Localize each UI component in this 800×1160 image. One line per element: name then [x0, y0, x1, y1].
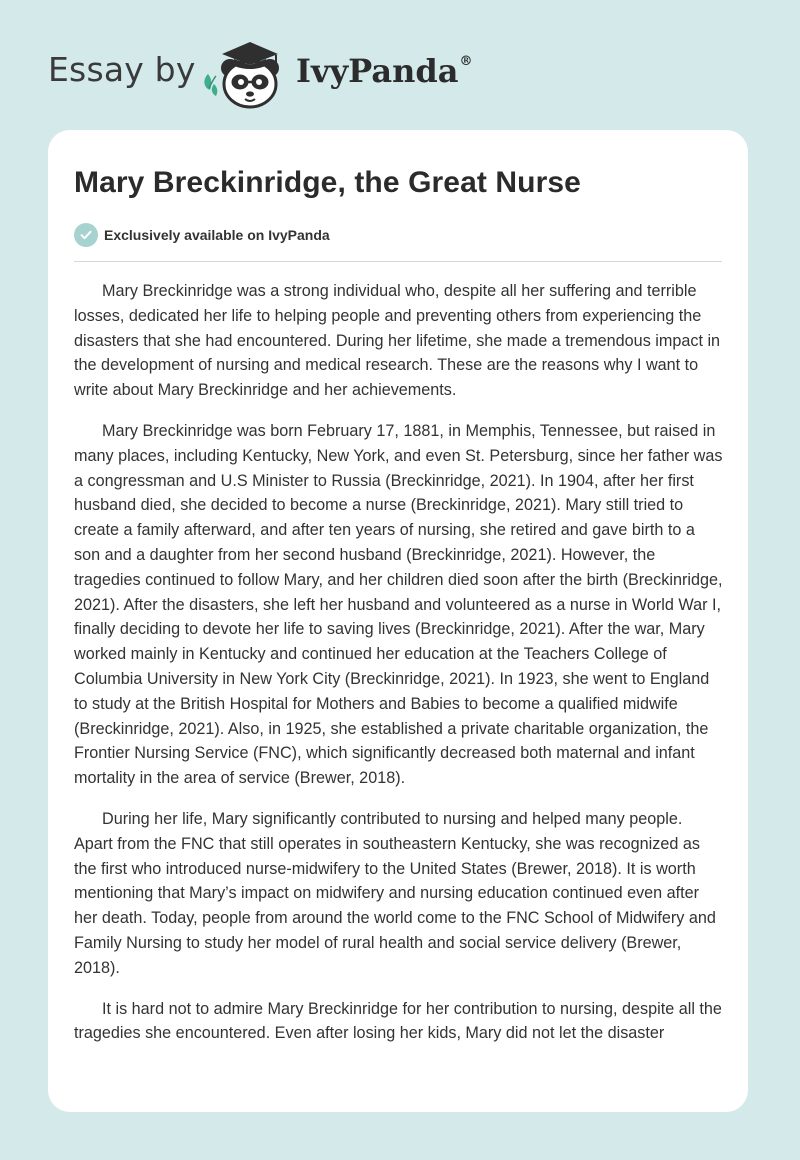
site-header: [0, 0, 800, 130]
panda-graduation-cap-icon: [200, 34, 292, 110]
essay-body: [74, 279, 724, 1062]
divider: [74, 261, 722, 262]
paragraph: Mary Breckinridge was a strong individual who, despite all her suffering and terrible losses, dedicated her life to helping people and preventing others from experiencing the disasters that she had encountered. During her lifetime, she made a tremendous impact in the development of nursing and medical research. These are the reasons why I want to write about Mary Breckinridge and her achievements.: [74, 282, 721, 400]
brand-name: [296, 52, 472, 90]
brand-text: IvyPanda: [296, 52, 459, 90]
essay-card: [48, 130, 748, 1112]
paragraph: It is hard not to admire Mary Breckinridge for her contribution to nursing, despite all the tragedies she encountered. Even after losing her kids, Mary did not let the disaster: [74, 999, 722, 1043]
page-title: Mary Breckinridge, the Great Nurse: [74, 166, 581, 199]
exclusive-badge: [74, 222, 330, 248]
check-icon: [74, 223, 98, 247]
essay-by-label: Essay by: [48, 50, 196, 89]
paragraph: During her life, Mary significantly contributed to nursing and helped many people. Apart from the FNC that still operates in southeastern Kentucky, she was recognized as the first who introduced nurse-midwifery to the United States (Brewer, 2018). It is worth mentioning that Mary’s impact on midwifery and nursing education continued even after her death. Today, people from around the world come to the FNC School of Midwifery and Family Nursing to study her model of rural health and social service delivery (Brewer, 2018).: [74, 809, 716, 977]
exclusive-label: Exclusively available on IvyPanda: [104, 227, 330, 243]
paragraph: Mary Breckinridge was born February 17, 1881, in Memphis, Tennessee, but raised in many places, including Kentucky, New York, and even St. Petersburg, since her father was a congressman and U.S Minister to Russia (Breckinridge, 2021). In 1904, after her first husband died, she decided to become a nurse (Breckinridge, 2021). Mary still tried to create a family afterward, and after ten years of nursing, she retired and gave birth to a son and a daughter from her second husband (Breckinridge, 2021). However, the tragedies continued to follow Mary, and her children died soon after the birth (Breckinridge, 2021). After the disasters, she left her husband and volunteered as a nurse in World War I, finally deciding to devote her life to saving lives (Breckinridge, 2021). After the war, Mary worked mainly in Kentucky and continued her education at the Teachers College of Columbia University in New York City (Breckinridge, 2021). In 1923, she went to England to study at the British Hospital for Mothers and Babies to become a qualified midwife (Breckinridge, 2021). Also, in 1925, she established a private charitable organization, the Frontier Nursing Service (FNC), which significantly decreased both maternal and infant mortality in the area of service (Brewer, 2018).: [74, 421, 723, 788]
registered-mark: ®: [459, 54, 473, 69]
